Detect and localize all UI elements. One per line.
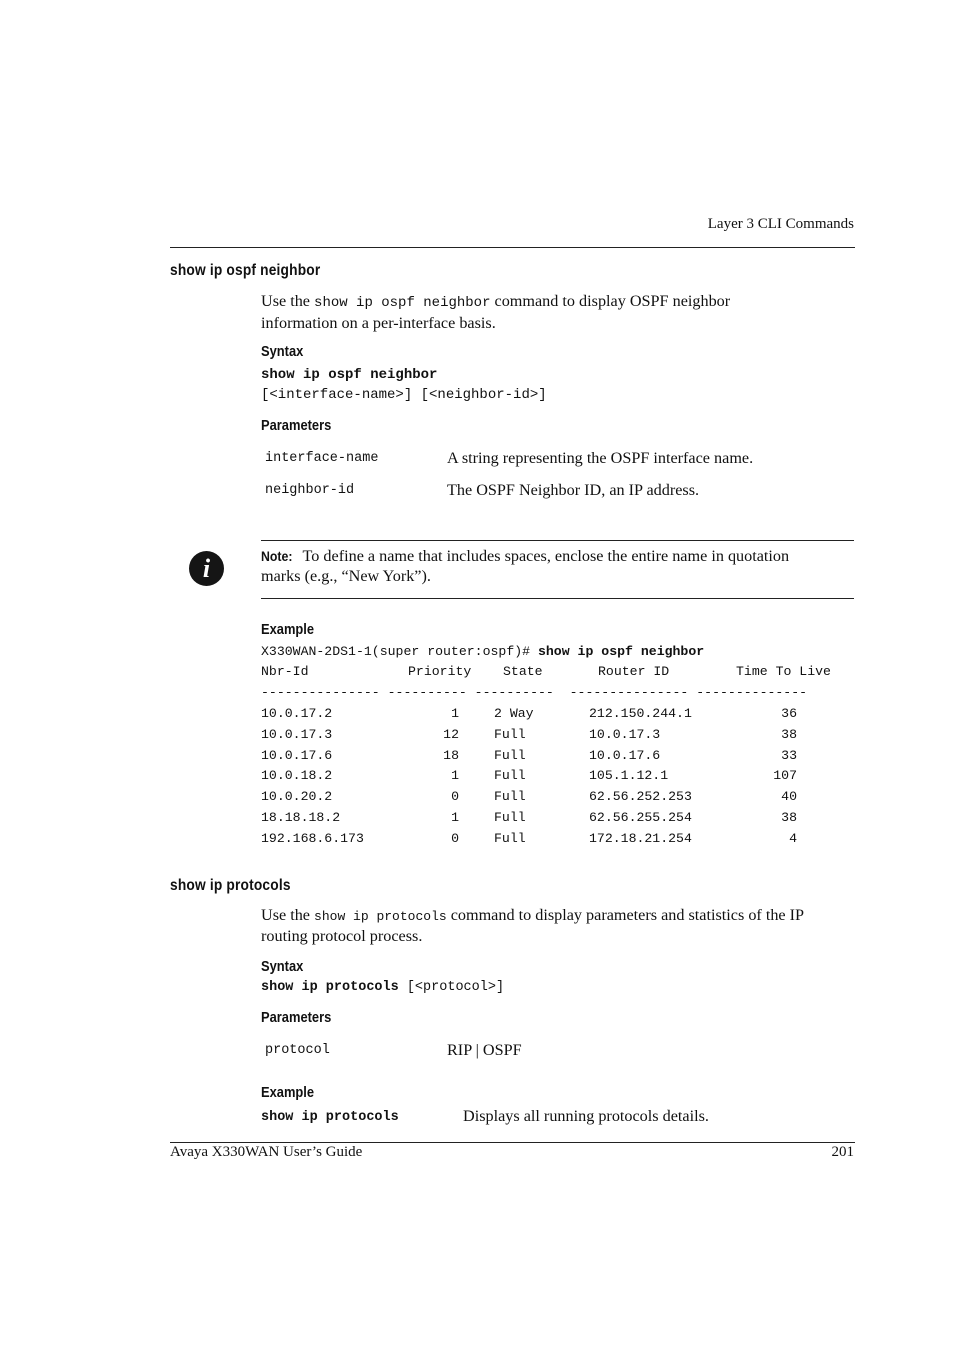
note-rule-top (261, 540, 854, 541)
section1-intro (261, 292, 853, 333)
table-row (261, 727, 861, 743)
note-text: To define a name that includes spaces, enclose the entire name in quotation (298, 547, 790, 565)
table-cell: 212.150.244.1 (589, 706, 692, 721)
column-header: Priority (408, 664, 472, 679)
table-cell: 4 (789, 830, 797, 846)
table-cell: 10.0.18.2 (261, 768, 333, 784)
note-text: marks (e.g., “New York”). (261, 566, 431, 585)
table-cell: 18.18.18.2 (261, 810, 341, 825)
cli-command: show ip ospf neighbor (537, 644, 705, 659)
intro-text: information on a per-interface basis. (261, 313, 496, 332)
example-heading: Example (261, 1084, 315, 1101)
table-row (261, 706, 861, 722)
intro-text: command to display parameters and statistics of the IP (446, 906, 805, 924)
section-title-ip-protocols: show ip protocols (170, 877, 291, 894)
example-heading: Example (261, 621, 315, 638)
intro-text: Use the (261, 292, 315, 310)
section2-intro (261, 906, 853, 946)
table-cell: 1 (451, 768, 459, 784)
param-name: neighbor-id (265, 483, 355, 498)
table-cell: 10.0.17.6 (261, 747, 333, 763)
example-command-line (261, 644, 704, 660)
table-cell: Full (494, 830, 526, 846)
info-icon: i (189, 551, 224, 586)
footer-book-title: Avaya X330WAN User’s Guide (170, 1144, 363, 1160)
table-cell: 1 (451, 810, 459, 825)
table-cell: 10.0.17.3 (261, 726, 333, 742)
table-cell: Full (494, 747, 526, 763)
page-number: 201 (831, 1144, 854, 1160)
table-cell: 33 (781, 747, 797, 763)
table-cell: 10.0.17.6 (589, 747, 661, 763)
table-cell: 10.0.17.3 (589, 726, 661, 742)
intro-code: show ip protocols (314, 909, 447, 924)
running-header: Layer 3 CLI Commands (707, 216, 854, 232)
example-description: Displays all running protocols details. (463, 1107, 709, 1125)
table-cell: 105.1.12.1 (589, 768, 669, 784)
syntax-command: show ip protocols (261, 980, 399, 995)
syntax-args: [<protocol>] (398, 980, 505, 995)
cli-prompt: X330WAN-2DS1-1(super router:ospf)# (261, 644, 538, 659)
table-header (261, 664, 861, 680)
param-description: The OSPF Neighbor ID, an IP address. (447, 481, 700, 499)
column-header: Nbr-Id (261, 664, 309, 679)
table-cell: 38 (781, 726, 797, 742)
note-label: Note: (261, 548, 293, 564)
table-cell: 10.0.17.2 (261, 706, 333, 721)
note (261, 547, 851, 586)
column-header: Router ID (598, 664, 670, 679)
syntax-line (261, 980, 504, 995)
header-rule (170, 247, 855, 248)
table-cell: 62.56.255.254 (589, 810, 692, 825)
table-cell: 40 (781, 789, 797, 805)
column-header: Time To Live (736, 664, 831, 679)
table-cell: 107 (773, 768, 797, 784)
intro-text: Use the (261, 906, 315, 924)
table-cell: 172.18.21.254 (589, 830, 692, 846)
parameters-heading: Parameters (261, 1009, 332, 1026)
intro-code: show ip ospf neighbor (314, 295, 491, 311)
param-name: interface-name (265, 451, 379, 466)
note-rule-bottom (261, 598, 854, 599)
table-row (261, 789, 861, 805)
table-cell: 18 (443, 747, 459, 763)
table-cell: Full (494, 810, 526, 825)
table-cell: 62.56.252.253 (589, 789, 692, 805)
table-cell: 38 (781, 810, 797, 825)
table-cell: 12 (443, 726, 459, 742)
table-row (261, 768, 861, 784)
table-cell: 2 Way (494, 706, 534, 721)
table-cell: 1 (451, 706, 459, 721)
table-row (261, 748, 861, 764)
column-header: State (503, 664, 543, 679)
parameters-heading: Parameters (261, 417, 332, 434)
syntax-args: [<interface-name>] [<neighbor-id>] (261, 387, 547, 403)
param-name: protocol (265, 1043, 330, 1058)
table-cell: 10.0.20.2 (261, 789, 333, 805)
intro-text: command to display OSPF neighbor (490, 292, 731, 310)
table-cell: Full (494, 726, 526, 742)
footer-rule (170, 1142, 855, 1143)
syntax-heading: Syntax (261, 958, 304, 975)
table-cell: 0 (451, 789, 459, 805)
table-cell: Full (494, 768, 526, 784)
table-row (261, 810, 861, 826)
table-cell: 192.168.6.173 (261, 830, 364, 846)
example-command: show ip protocols (261, 1110, 399, 1125)
intro-text: routing protocol process. (261, 926, 423, 945)
param-description: RIP | OSPF (447, 1041, 522, 1059)
table-row (261, 831, 861, 847)
table-cell: Full (494, 789, 526, 805)
syntax-command: show ip ospf neighbor (261, 367, 438, 383)
section-title-ospf-neighbor: show ip ospf neighbor (170, 262, 321, 279)
table-separator: --------------- ---------- ---------- --------------- -------------- (261, 685, 808, 700)
table-cell: 0 (451, 830, 459, 846)
param-description: A string representing the OSPF interface name. (447, 449, 754, 467)
syntax-heading: Syntax (261, 343, 304, 360)
table-cell: 36 (781, 706, 797, 721)
